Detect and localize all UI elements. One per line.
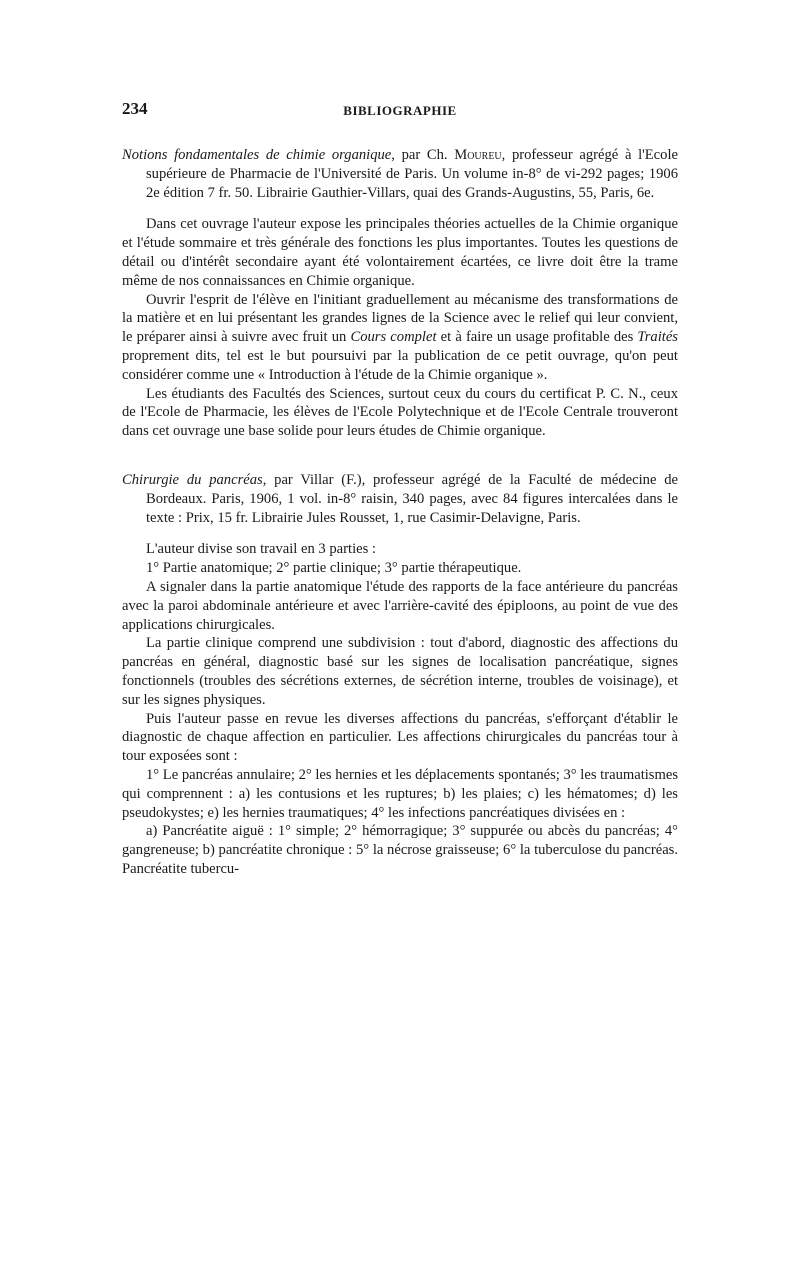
bibliography-entry-2 xyxy=(122,471,678,879)
book-page xyxy=(122,100,678,879)
entry-author-prefix: , par Ch. xyxy=(391,147,455,163)
bibliography-entry-1 xyxy=(122,146,678,441)
entry-citation xyxy=(122,146,678,202)
paragraph: 1° Le pancréas annulaire; 2° les hernies et les déplacements spontanés; 3° les traumatismes qui comprennent : a) les contusions et les ruptures; b) les plaies; c) les hématomes; d) les pseudokystes; e) les hernies traumatiques; 4° les infections pancréatiques divisées en : xyxy=(122,766,678,821)
paragraph: La partie clinique comprend une subdivision : tout d'abord, diagnostic des affections du pancréas en général, diagnostic basé sur les signes de localisation pancréatique, signes fonctionnels (troubles des sécrétions externes, de sécrétion interne, troubles de voisinage), et sur les signes physiques. xyxy=(122,635,678,708)
page-header xyxy=(122,100,678,126)
running-head: BIBLIOGRAPHIE xyxy=(343,103,457,118)
entry-title: Notions fondamentales de chimie organique xyxy=(122,147,392,163)
emphasis-cours-complet: Cours complet xyxy=(350,329,437,346)
entry-title: Chirurgie du pancréas xyxy=(122,471,263,488)
paragraph: Les étudiants des Facultés des Sciences, surtout ceux du cours du certificat P. C. N., ceux de l'Ecole de Pharmacie, les élèves de l'Ecole Polytechnique et de l'Ecole Centrale trouveront dans cet ouvrage une base solide pour leurs études de Chimie organique. xyxy=(122,385,678,440)
entry-citation-rest: , professeur agrégé à l'Ecole supérieure de Pharmacie de l'Université de Paris. Un volume in-8° de vi-292 pages; 1906 2e édition 7 fr. 50. Librairie Gauthier-Villars, quai des Grands-Augustins, 55, Paris, 6e. xyxy=(146,147,678,201)
entry-author-name: Moureu xyxy=(454,147,502,163)
paragraph: Puis l'auteur passe en revue les diverses affections du pancréas, s'efforçant d'établir le diagnostic de chaque affection en particulier. Les affections chirurgicales du pancréas tour à tour exposées sont : xyxy=(122,710,678,765)
entry-citation-rest: , par Villar (F.), professeur agrégé de la Faculté de médecine de Bordeaux. Paris, 1906, 1 vol. in-8° raisin, 340 pages, avec 84 figures intercalées dans le texte : Prix, 15 fr. Librairie Jules Rousset, 1, rue Casimir-Delavigne, Paris. xyxy=(146,471,678,526)
paragraph: A signaler dans la partie anatomique l'étude des rapports de la face antérieure du pancréas avec la paroi abdominale antérieure et avec l'arrière-cavité des épiploons, au point de vue des applications chirurgicales. xyxy=(122,578,678,633)
emphasis-traites: Traités xyxy=(637,329,678,346)
page-number: 234 xyxy=(122,99,148,118)
paragraph: 1° Partie anatomique; 2° partie clinique; 3° partie thérapeutique. xyxy=(146,560,522,577)
entry-citation xyxy=(122,471,678,527)
paragraph: a) Pancréatite aiguë : 1° simple; 2° hémorragique; 3° suppurée ou abcès du pancréas; 4° gangreneuse; b) pancréatite chronique : 5° la nécrose graisseuse; 6° la tuberculose du pancréas. Pancréatite tubercu- xyxy=(122,823,678,877)
paragraph: Ouvrir l'esprit de l'élève en l'initiant graduellement au mécanisme des transformations de la matière et en lui présentant les grandes lignes de la Science avec le relief qui leur convient, le préparer ainsi à suivre avec fruit un Cours complet et à faire un usage profitable des Traités proprement dits, tel est le but poursuivi par la publication de ce petit ouvrage, qu'on peut considérer comme une « Introduction à l'étude de la Chimie organique ». xyxy=(122,291,678,383)
paragraph: Dans cet ouvrage l'auteur expose les principales théories actuelles de la Chimie organique et l'étude sommaire et très générale des fonctions les plus importantes. Toutes les questions de détail ou d'intérêt secondaire ayant été volontairement écartées, ce livre doit être la trame même de nos connaissances en Chimie organique. xyxy=(122,216,678,289)
paragraph: L'auteur divise son travail en 3 parties : xyxy=(146,541,376,558)
